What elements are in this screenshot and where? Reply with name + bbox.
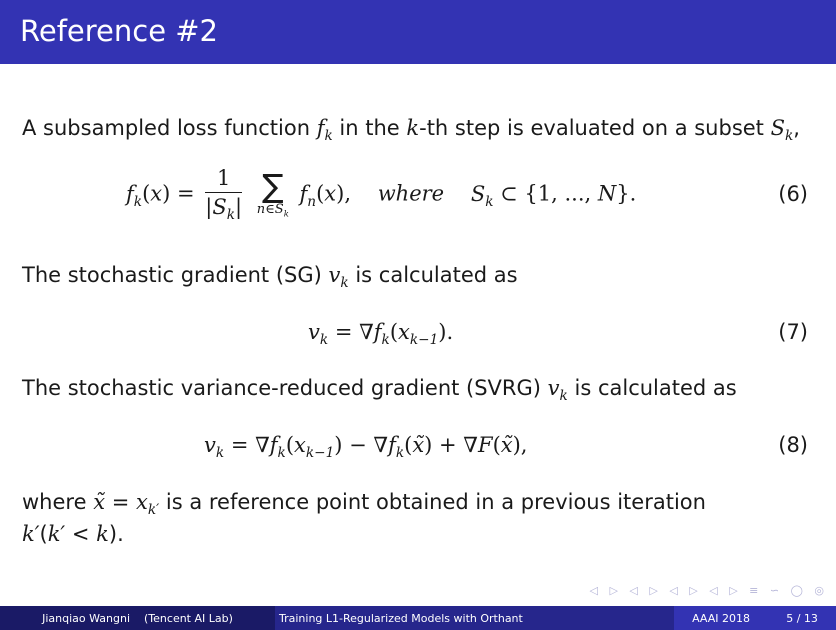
footer-venue: AAAI 2018 — [692, 611, 751, 625]
svrg-text: The stochastic variance-reduced gradient (SVRG) $v_k$ is calculated as — [22, 376, 737, 405]
beamer-nav-icons[interactable]: ◁ ▷ ◁ ▷ ◁ ▷ ◁ ▷ ≡ ∽ ◯ ◎ — [589, 584, 828, 597]
equation-6: $f_k(x)$ = $\frac{1}{|S_k|}$ ∑ $n\in S_k$ $f_n(x)$, where $S_k$ ⊂ {1, ..., N}. — [126, 166, 637, 224]
footer-talk-title: Training L1-Regularized Models with Orthant — [279, 611, 523, 625]
slide-title: Reference #2 — [20, 14, 219, 48]
title-bar — [0, 0, 836, 64]
sg-text: The stochastic gradient (SG) $v_k$ is calculated as — [22, 263, 518, 292]
footer — [0, 606, 836, 630]
where-label: where — [377, 181, 445, 206]
where-text-line1: where x̃ = $x_{k'}$ is a reference point obtained in a previous iteration — [22, 490, 706, 519]
intro-text: A subsampled loss function $f_k$ in the k-th step is evaluated on a subset $S_k$, — [22, 116, 800, 145]
equation-8: $v_k = \nabla f_k(x_{k-1})$ − $\nabla f_k(x̃)$ + ∇F(x̃), — [204, 433, 528, 462]
equation-7: $v_k = \nabla f_k(x_{k-1})$. — [308, 320, 454, 349]
equation-6-number: (6) — [778, 182, 808, 206]
equation-7-number: (7) — [778, 320, 808, 344]
footer-affiliation: (Tencent AI Lab) — [144, 611, 233, 625]
where-text-line2: k′(k′ < k). — [22, 522, 124, 546]
equation-8-number: (8) — [778, 433, 808, 457]
footer-author: Jianqiao Wangni — [42, 611, 131, 625]
footer-page: 5 / 13 — [786, 611, 818, 625]
